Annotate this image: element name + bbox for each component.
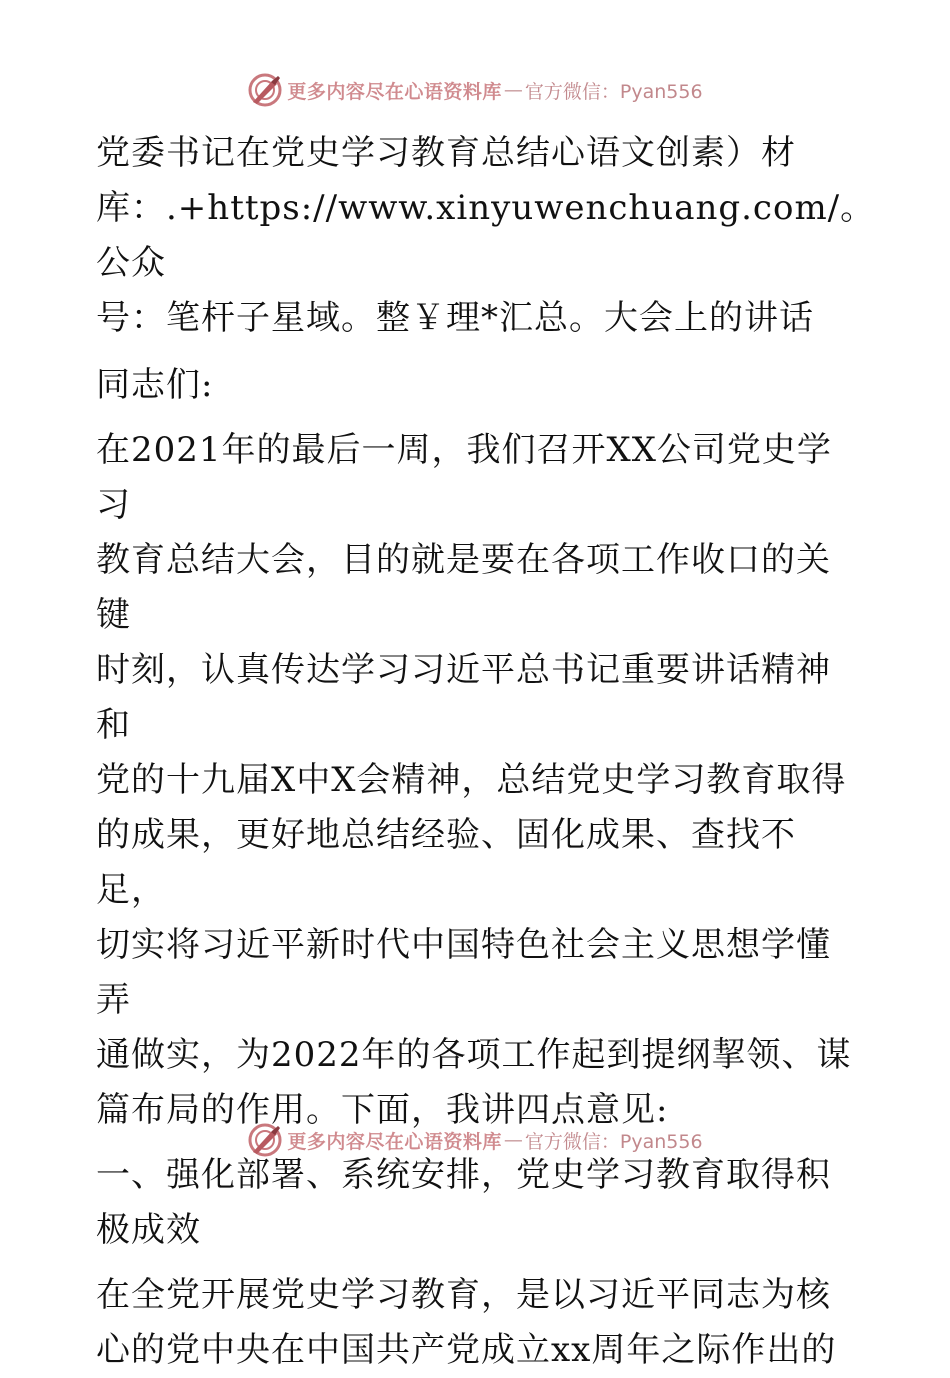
seal-logo-icon xyxy=(247,72,283,108)
paragraph-line: 通做实，为2022年的各项工作起到提纲挈领、谋 xyxy=(96,1035,852,1075)
title-line: 党委书记在党史学习教育总结心语文创素）材 xyxy=(96,133,796,173)
section-heading-1 xyxy=(96,1148,856,1258)
paragraph-section-1 xyxy=(96,1268,856,1378)
title-line: 库：.+https://www.xinyuwenchuang.com/。公众 xyxy=(96,188,876,283)
heading-line: 一、强化部署、系统安排，党史学习教育取得积 xyxy=(96,1155,831,1195)
paragraph-line: 在全党开展党史学习教育，是以习近平同志为核 xyxy=(96,1275,831,1315)
salutation: 同志们: xyxy=(96,365,214,405)
paragraph-line: 篇布局的作用。下面，我讲四点意见: xyxy=(96,1090,669,1130)
watermark-banner-top xyxy=(0,70,950,110)
watermark-brand-text: 更多内容尽在心语资料库 xyxy=(287,80,502,103)
document-title xyxy=(96,126,876,346)
seal-logo-icon xyxy=(247,1122,283,1158)
watermark-contact-text: 官方微信：Pyan556 xyxy=(524,80,703,103)
watermark-contact-text: 官方微信：Pyan556 xyxy=(524,1130,703,1153)
paragraph-line: 切实将习近平新时代中国特色社会主义思想学懂弄 xyxy=(96,925,831,1020)
watermark-brand-text: 更多内容尽在心语资料库 xyxy=(287,1130,502,1153)
paragraph-intro xyxy=(96,423,856,1138)
paragraph-line: 的成果，更好地总结经验、固化成果、查找不足， xyxy=(96,815,796,910)
paragraph-line: 党的十九届X中X会精神，总结党史学习教育取得 xyxy=(96,760,847,800)
watermark-separator: — xyxy=(503,1129,523,1151)
document-body xyxy=(96,126,876,1378)
paragraph-line: 教育总结大会，目的就是要在各项工作收口的关键 xyxy=(96,540,831,635)
title-line: 号：笔杆子星域。整￥理*汇总。大会上的讲话 xyxy=(96,298,814,338)
heading-line: 极成效 xyxy=(96,1210,201,1250)
paragraph-line: 时刻，认真传达学习习近平总书记重要讲话精神和 xyxy=(96,650,831,745)
paragraph-line: 在2021年的最后一周，我们召开XX公司党史学习 xyxy=(96,430,832,525)
watermark-separator: — xyxy=(503,79,523,101)
watermark-banner-bottom xyxy=(0,1120,950,1160)
paragraph-line: 心的党中央在中国共产党成立xx周年之际作出的 xyxy=(96,1330,837,1370)
